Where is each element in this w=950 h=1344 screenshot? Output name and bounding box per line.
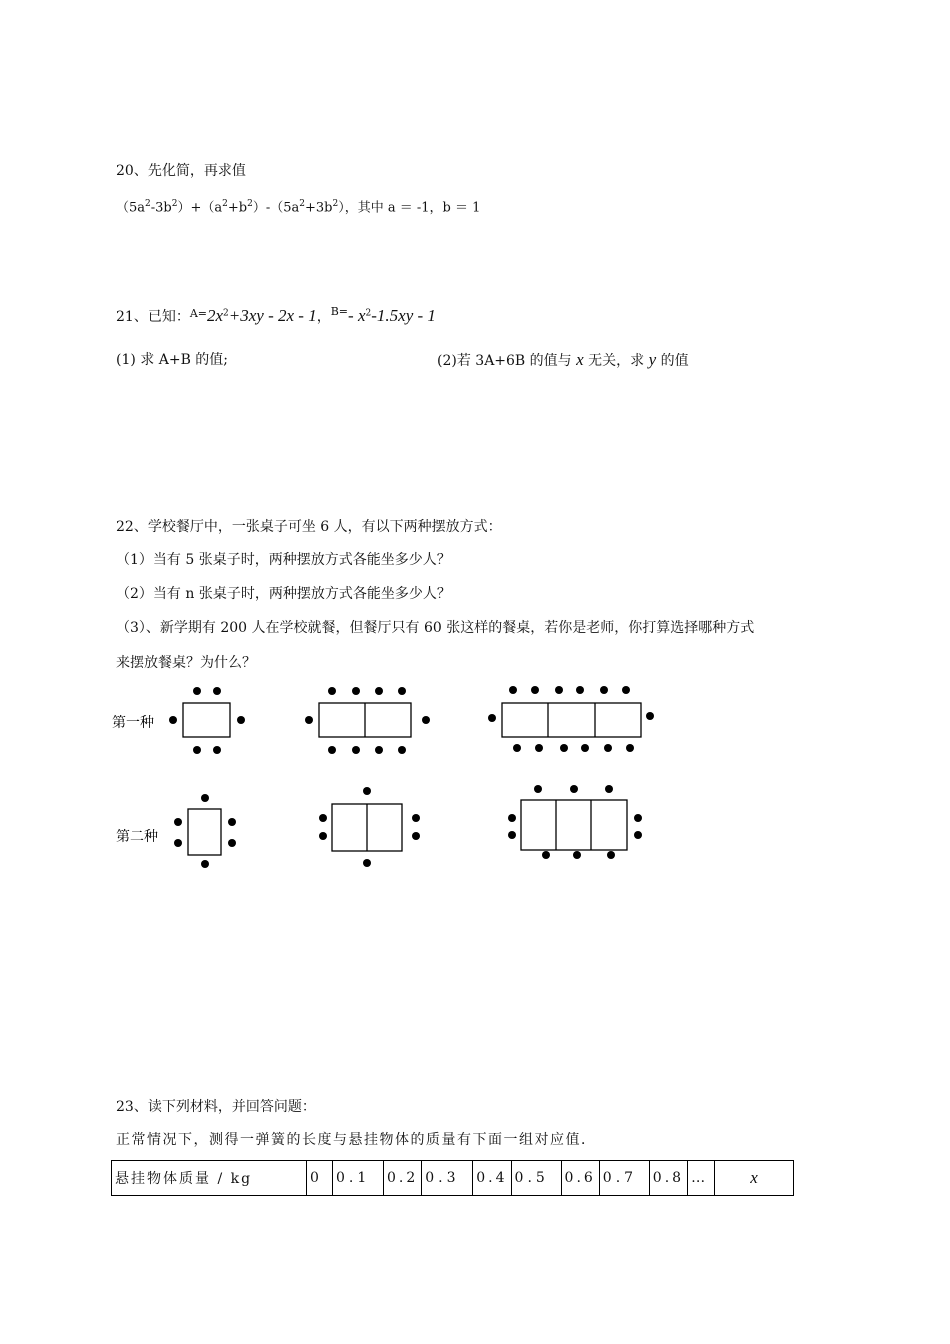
q22-part4: 来摆放餐桌？为什么？ bbox=[116, 655, 256, 671]
spring-data-table bbox=[111, 1160, 794, 1196]
table-cell: 0.7 bbox=[599, 1161, 649, 1196]
q23-intro: 正常情况下，测得一弹簧的长度与悬挂物体的质量有下面一组对应值． bbox=[116, 1132, 597, 1148]
table-cell: 0.4 bbox=[473, 1161, 511, 1196]
q20-title: 20、先化简，再求值 bbox=[116, 163, 246, 179]
q21-part1: (1) 求 A+B 的值; bbox=[116, 352, 229, 368]
table-cell: x bbox=[715, 1161, 794, 1196]
table-cell: 0.8 bbox=[649, 1161, 687, 1196]
q22-title: 22、学校餐厅中，一张桌子可坐 6 人，有以下两种摆放方式： bbox=[116, 519, 502, 535]
q21-given: 21、已知：$^{A=}2x^2+3xy - 2x - 1$，$^{B=}$- $x^2-1.5xy - 1$ bbox=[116, 305, 436, 325]
q22-part1: （1）当有 5 张桌子时，两种摆放方式各能坐多少人？ bbox=[116, 552, 451, 568]
table-cell: 0.1 bbox=[333, 1161, 384, 1196]
arr1-table-1 bbox=[183, 703, 230, 737]
q21-part2: (2)若 3A+6B 的值与 x 无关，求 y 的值 bbox=[437, 350, 689, 369]
arrangement-1-label: 第一种 bbox=[112, 714, 154, 730]
table-header-cell: 悬挂物体质量 / kg bbox=[112, 1161, 307, 1196]
table-arrangement-figure bbox=[110, 680, 670, 880]
table-cell: 0.5 bbox=[511, 1161, 561, 1196]
arrangement-2-label: 第二种 bbox=[116, 828, 158, 844]
table-cell: 0.3 bbox=[422, 1161, 473, 1196]
table-row bbox=[112, 1161, 794, 1196]
table-cell: … bbox=[688, 1161, 715, 1196]
arr1-table-3-group bbox=[502, 703, 641, 737]
table-cell: 0.2 bbox=[384, 1161, 422, 1196]
arr2-seats bbox=[174, 785, 642, 868]
q22-part3: （3）、新学期有 200 人在学校就餐，但餐厅只有 60 张这样的餐桌，若你是老师，你打算选择哪种方式 bbox=[116, 620, 755, 636]
arr2-table-3-group bbox=[521, 800, 627, 850]
arr2-table-1 bbox=[188, 809, 221, 855]
table-cell: 0 bbox=[307, 1161, 333, 1196]
q20-expression: $(5a^2-3b^2)+(a^2+b^2)-(5a^2+3b^2)$，其中 a ＝ -1，b ＝ 1 bbox=[116, 199, 481, 216]
q22-part2: （2）当有 n 张桌子时，两种摆放方式各能坐多少人？ bbox=[116, 586, 451, 602]
q23-title: 23、读下列材料，并回答问题： bbox=[116, 1099, 316, 1115]
table-cell: 0.6 bbox=[561, 1161, 599, 1196]
